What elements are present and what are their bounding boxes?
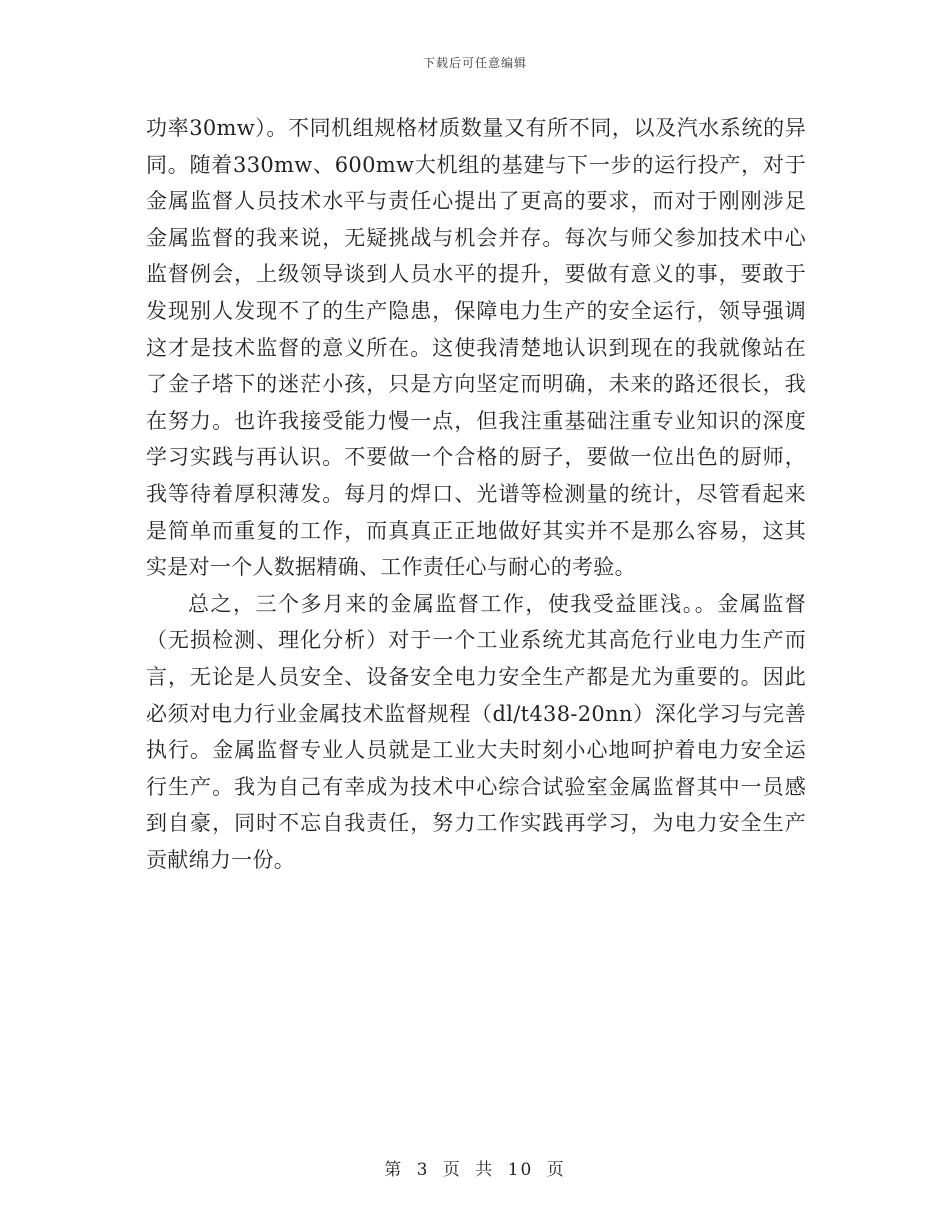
body-paragraph-2: 总之，三个多月来的金属监督工作，使我受益匪浅。。金属监督（无损检测、理化分析）对于一个工业系统尤其高危行业电力生产而言，无论是人员安全、设备安全电力安全生产都是尤为重要的。因此必须对电力行业金属技术监督规程（dl/t438-20nn）深化学习与完善执行。金属监督专业人员就是工业大夫时刻小心地呵护着电力安全运行生产。我为自己有幸成为技术中心综合试验室金属监督其中一员感到自豪，同时不忘自我责任，努力工作实践再学习，为电力安全生产贡献绵力一份。 (146, 591, 806, 872)
body-paragraph-1: 功率30mw）。不同机组规格材质数量又有所不同，以及汽水系统的异同。随着330mw、600mw大机组的基建与下一步的运行投产，对于金属监督人员技术水平与责任心提出了更高的要求，而对于刚刚涉足金属监督的我来说，无疑挑战与机会并存。每次与师父参加技术中心监督例会，上级领导谈到人员水平的提升，要做有意义的事，要敢于发现别人发现不了的生产隐患，保障电力生产的安全运行，领导强调这才是技术监督的意义所在。这使我清楚地认识到现在的我就像站在了金子塔下的迷茫小孩，只是方向坚定而明确，未来的路还很长，我在努力。也许我接受能力慢一点，但我注重基础注重专业知识的深度学习实践与再认识。不要做一个合格的厨子，要做一位出色的厨师，我等待着厚积薄发。每月的焊口、光谱等检测量的统计，尽管看起来是简单而重复的工作，而真真正正地做好其实并不是那么容易，这其实是对一个人数据精确、工作责任心与耐心的考验。 (146, 116, 806, 580)
page-header: 下载后可任意编辑 (422, 56, 527, 70)
document-body (146, 110, 806, 878)
page-number-footer: 第 3 页 共 10 页 (384, 1160, 566, 1180)
